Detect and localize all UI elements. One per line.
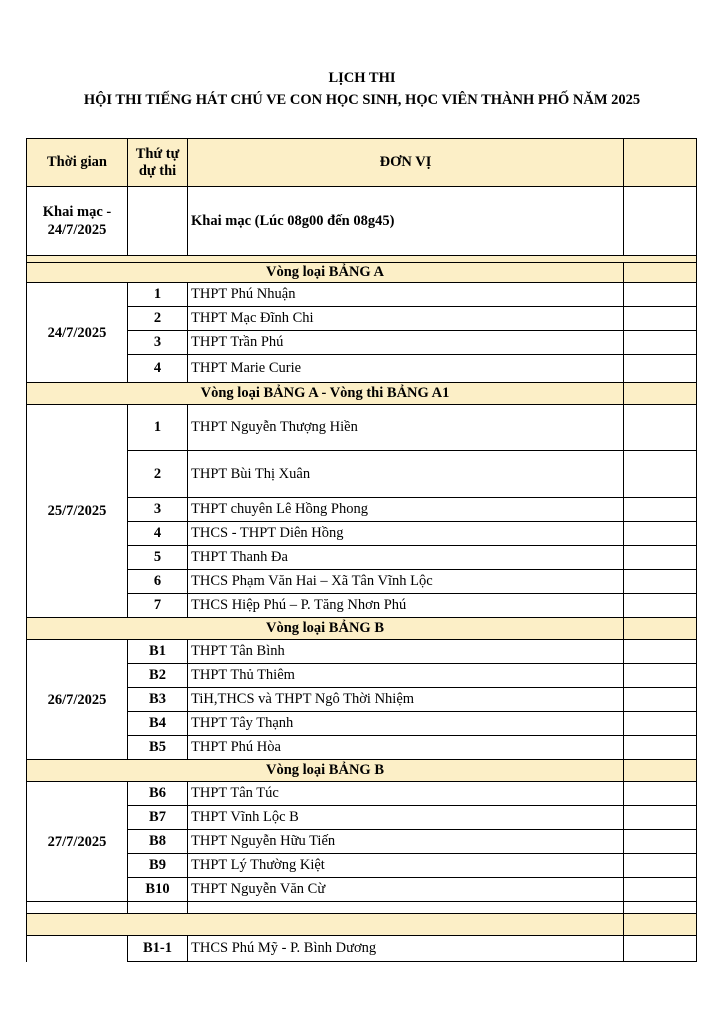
table-row — [27, 307, 697, 331]
table-row — [27, 594, 697, 618]
table-row — [27, 498, 697, 522]
order-cell: 2 — [128, 451, 188, 498]
table-row — [27, 546, 697, 570]
header-order-line2: dự thi — [138, 162, 177, 179]
section-row — [27, 263, 697, 283]
table-row — [27, 688, 697, 712]
section-title: Vòng loại BẢNG A - Vòng thi BẢNG A1 — [27, 383, 624, 405]
unit-cell: THPT Mạc Đĩnh Chi — [188, 307, 624, 331]
opening-time — [27, 187, 128, 256]
unit-cell: THCS Hiệp Phú – P. Tăng Nhơn Phú — [188, 594, 624, 618]
table-row — [27, 878, 697, 902]
blank-cell — [624, 594, 697, 618]
blank-cell — [624, 405, 697, 451]
order-cell: B6 — [128, 782, 188, 806]
section-row — [27, 383, 697, 405]
blank-cell — [624, 664, 697, 688]
opening-text: Khai mạc (Lúc 08g00 đến 08g45) — [188, 187, 624, 256]
order-cell: 3 — [128, 331, 188, 355]
table-row — [27, 712, 697, 736]
section-row — [27, 760, 697, 782]
spacer-cell — [27, 914, 624, 936]
table-row — [27, 640, 697, 664]
table-row — [27, 570, 697, 594]
table-row — [27, 830, 697, 854]
blank-cell — [624, 307, 697, 331]
header-order-line1: Thứ tự — [135, 145, 180, 162]
section-blank — [624, 618, 697, 640]
order-cell: B7 — [128, 806, 188, 830]
unit-cell: THPT Bùi Thị Xuân — [188, 451, 624, 498]
unit-cell: THPT Tân Bình — [188, 640, 624, 664]
order-cell: 5 — [128, 546, 188, 570]
section-blank — [624, 383, 697, 405]
blank-cell — [624, 878, 697, 902]
blank-cell — [188, 902, 624, 914]
section-title: Vòng loại BẢNG A — [27, 263, 624, 283]
order-cell: 4 — [128, 522, 188, 546]
order-cell: 3 — [128, 498, 188, 522]
blank-cell — [624, 570, 697, 594]
blank-cell — [624, 736, 697, 760]
section-title: Vòng loại BẢNG B — [27, 760, 624, 782]
unit-cell: THPT Nguyễn Văn Cừ — [188, 878, 624, 902]
spacer-blank — [624, 914, 697, 936]
blank-cell — [624, 782, 697, 806]
date-cell: 24/7/2025 — [27, 283, 128, 383]
order-cell: B5 — [128, 736, 188, 760]
title-block — [0, 68, 724, 110]
blank-cell — [624, 806, 697, 830]
header-order — [128, 139, 188, 187]
schedule-table — [26, 138, 697, 962]
blank-cell — [27, 902, 128, 914]
table-row — [27, 736, 697, 760]
order-cell: B10 — [128, 878, 188, 902]
section-title: Vòng loại BẢNG B — [27, 618, 624, 640]
date-cell — [27, 936, 128, 962]
table-row — [27, 522, 697, 546]
order-cell: B4 — [128, 712, 188, 736]
spacer-row — [27, 256, 697, 263]
blank-cell — [624, 902, 697, 914]
schedule-table-wrapper — [26, 138, 696, 956]
unit-cell: THPT Thủ Thiêm — [188, 664, 624, 688]
date-cell: 26/7/2025 — [27, 640, 128, 760]
table-row — [27, 782, 697, 806]
spacer-row — [27, 914, 697, 936]
header-unit: ĐƠN VỊ — [188, 139, 624, 187]
document-subtitle: HỘI THI TIẾNG HÁT CHÚ VE CON HỌC SINH, HỌC VIÊN THÀNH PHỐ NĂM 2025 — [83, 92, 641, 108]
table-row — [27, 806, 697, 830]
unit-cell: THCS - THPT Diên Hồng — [188, 522, 624, 546]
header-time: Thời gian — [27, 139, 128, 187]
blank-cell — [624, 546, 697, 570]
order-cell: 7 — [128, 594, 188, 618]
table-row — [27, 854, 697, 878]
table-row — [27, 331, 697, 355]
opening-time-line1: Khai mạc - — [42, 204, 112, 220]
unit-cell: THCS Phạm Văn Hai – Xã Tân Vĩnh Lộc — [188, 570, 624, 594]
unit-cell: THPT Tây Thạnh — [188, 712, 624, 736]
unit-cell: THPT Phú Hòa — [188, 736, 624, 760]
unit-cell: THPT Nguyễn Hữu Tiến — [188, 830, 624, 854]
table-row — [27, 902, 697, 914]
order-cell: B2 — [128, 664, 188, 688]
unit-cell: THCS Phú Mỹ - P. Bình Dương — [188, 936, 624, 962]
unit-cell: THPT Tân Túc — [188, 782, 624, 806]
order-cell: 6 — [128, 570, 188, 594]
order-cell: 1 — [128, 405, 188, 451]
unit-cell: THPT Nguyễn Thượng Hiền — [188, 405, 624, 451]
order-cell: B1 — [128, 640, 188, 664]
blank-cell — [624, 498, 697, 522]
section-blank — [624, 263, 697, 283]
blank-cell — [624, 355, 697, 383]
blank-cell — [624, 936, 697, 962]
opening-blank — [624, 187, 697, 256]
table-row — [27, 451, 697, 498]
opening-order — [128, 187, 188, 256]
unit-cell: THPT Marie Curie — [188, 355, 624, 383]
order-cell: B3 — [128, 688, 188, 712]
blank-cell — [624, 283, 697, 307]
unit-cell: THPT Lý Thường Kiệt — [188, 854, 624, 878]
spacer-cell — [27, 256, 697, 263]
table-row — [27, 405, 697, 451]
unit-cell: THPT chuyên Lê Hồng Phong — [188, 498, 624, 522]
blank-cell — [624, 331, 697, 355]
blank-cell — [624, 712, 697, 736]
order-cell: B9 — [128, 854, 188, 878]
table-row — [27, 664, 697, 688]
order-cell: 4 — [128, 355, 188, 383]
unit-cell: THPT Vĩnh Lộc B — [188, 806, 624, 830]
date-cell: 27/7/2025 — [27, 782, 128, 902]
blank-cell — [624, 522, 697, 546]
blank-cell — [624, 451, 697, 498]
order-cell: B8 — [128, 830, 188, 854]
opening-time-line2: 24/7/2025 — [47, 222, 107, 238]
section-blank — [624, 760, 697, 782]
table-row — [27, 936, 697, 962]
section-row — [27, 618, 697, 640]
unit-cell: TiH,THCS và THPT Ngô Thời Nhiệm — [188, 688, 624, 712]
unit-cell: THPT Thanh Đa — [188, 546, 624, 570]
blank-cell — [128, 902, 188, 914]
table-row — [27, 283, 697, 307]
date-cell: 25/7/2025 — [27, 405, 128, 618]
order-cell: 1 — [128, 283, 188, 307]
table-row — [27, 355, 697, 383]
document-title: LỊCH THI — [328, 70, 396, 86]
table-header-row — [27, 139, 697, 187]
order-cell: 2 — [128, 307, 188, 331]
unit-cell: THPT Phú Nhuận — [188, 283, 624, 307]
header-blank — [624, 139, 697, 187]
unit-cell: THPT Trần Phú — [188, 331, 624, 355]
blank-cell — [624, 830, 697, 854]
blank-cell — [624, 640, 697, 664]
blank-cell — [624, 688, 697, 712]
blank-cell — [624, 854, 697, 878]
order-cell: B1-1 — [128, 936, 188, 962]
opening-row — [27, 187, 697, 256]
